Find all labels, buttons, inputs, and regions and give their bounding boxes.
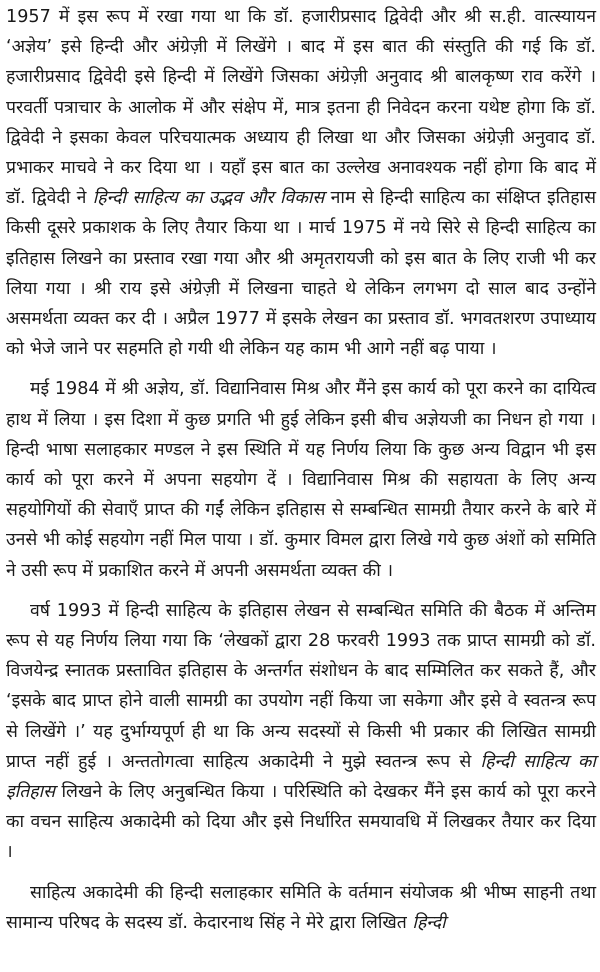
paragraph-3-text-b: लिखने के लिए अनुबन्धित किया । परिस्थिति को देखकर मैंने इस कार्य को पूरा करने का वचन साहित्य अकादेमी को दिया और इसे निर्धारित समयावधि में लिखकर तैयार कर दिया ।: [6, 782, 596, 863]
book-title-hindi-partial: हिन्दी: [412, 912, 446, 933]
book-title-udbhav-vikas: हिन्दी साहित्य का उद्भव और विकास: [92, 188, 325, 209]
paragraph-1: [6, 2, 596, 364]
paragraph-3: [6, 596, 596, 868]
paragraph-1-text-b: नाम से हिन्दी साहित्य का संक्षिप्त इतिहास किसी दूसरे प्रकाशक के लिए तैयार किया था । मार्च 1975 में नये सिरे से हिन्दी साहित्य का इतिहास लिखने का प्रस्ताव रखा गया और श्री अमृतरायजी को इस बात के लिए राजी भी कर लिया गया । श्री राय इसे अंग्रेज़ी में लिखना चाहते थे लेकिन लगभग दो साल बाद उन्होंने असमर्थता व्यक्त कर दी । अप्रैल 1977 में इसके लेखन का प्रस्ताव डॉ. भगवतशरण उपाध्याय को भेजे जाने पर सहमति हो गयी थी लेकिन यह काम भी आगे नहीं बढ़ पाया ।: [6, 188, 596, 360]
paragraph-1-text-a: 1957 में इस रूप में रखा गया था कि डॉ. हजारीप्रसाद द्विवेदी और श्री स.ही. वात्स्यायन ‘अज्ञेय’ इसे हिन्दी और अंग्रेज़ी में लिखेंगे । बाद में इस बात की संस्तुति की गई कि डॉ. हजारीप्रसाद द्विवेदी इसे हिन्दी में लिखेंगे जिसका अंग्रेज़ी अनुवाद श्री बालकृष्ण राव करेंगे । परवर्ती पत्राचार के आलोक में और संक्षेप में, मात्र इतना ही निवेदन करना यथेष्ट होगा कि डॉ. द्विवेदी ने इसका केवल परिचयात्मक अध्याय ही लिखा था और जिसका अंग्रेज़ी अनुवाद डॉ. प्रभाकर माचवे ने कर दिया था । यहाँ इस बात का उल्लेख अनावश्यक नहीं होगा कि बाद में डॉ. द्विवेदी ने: [6, 7, 596, 209]
paragraph-4: [6, 878, 596, 938]
paragraph-2: [6, 374, 596, 585]
paragraph-4-text: साहित्य अकादेमी की हिन्दी सलाहकार समिति के वर्तमान संयोजक श्री भीष्म साहनी तथा सामान्य परिषद के सदस्य डॉ. केदारनाथ सिंह ने मेरे द्वारा लिखित: [6, 882, 596, 933]
book-title-sahitya-itihas: हिन्दी साहित्य का इतिहास: [6, 751, 596, 803]
paragraph-3-text-a: वर्ष 1993 में हिन्दी साहित्य के इतिहास लेखन से सम्बन्धित समिति की बैठक में अन्तिम रूप से यह निर्णय लिया गया कि ‘लेखकों द्वारा 28 फरवरी 1993 तक प्राप्त सामग्री को डॉ. विजयेन्द्र स्नातक प्रस्तावित इतिहास के अन्तर्गत संशोधन के बाद सम्मिलित कर सकते हैं, और ‘इसके बाद प्राप्त होने वाली सामग्री का उपयोग नहीं किया जा सकेगा और इसे वे स्वतन्त्र रूप से लिखेंगे ।’ यह दुर्भाग्यपूर्ण ही था कि अन्य सदस्यों से किसी भी प्रकार की लिखित सामग्री प्राप्त नहीं हुई । अन्ततोगत्वा साहित्य अकादेमी ने मुझे स्वतन्त्र रूप से: [6, 600, 596, 772]
paragraph-2-text: मई 1984 में श्री अज्ञेय, डॉ. विद्यानिवास मिश्र और मैंने इस कार्य को पूरा करने का दायित्व हाथ में लिया । इस दिशा में कुछ प्रगति भी हुई लेकिन इसी बीच अज्ञेयजी का निधन हो गया । हिन्दी भाषा सलाहकार मण्डल ने इस स्थिति में यह निर्णय लिया कि कुछ अन्य विद्वान भी इस कार्य को पूरा करने में अपना सहयोग दें । विद्यानिवास मिश्र की सहायता के लिए अन्य सहयोगियों की सेवाएँ प्राप्त की गईं लेकिन इतिहास से सम्बन्धित सामग्री तैयार करने के बारे में उनसे भी कोई सहयोग नहीं मिल पाया । डॉ. कुमार विमल द्वारा लिखे गये कुछ अंशों को समिति ने उसी रूप में प्रकाशित करने में अपनी असमर्थता व्यक्त की ।: [6, 379, 596, 581]
